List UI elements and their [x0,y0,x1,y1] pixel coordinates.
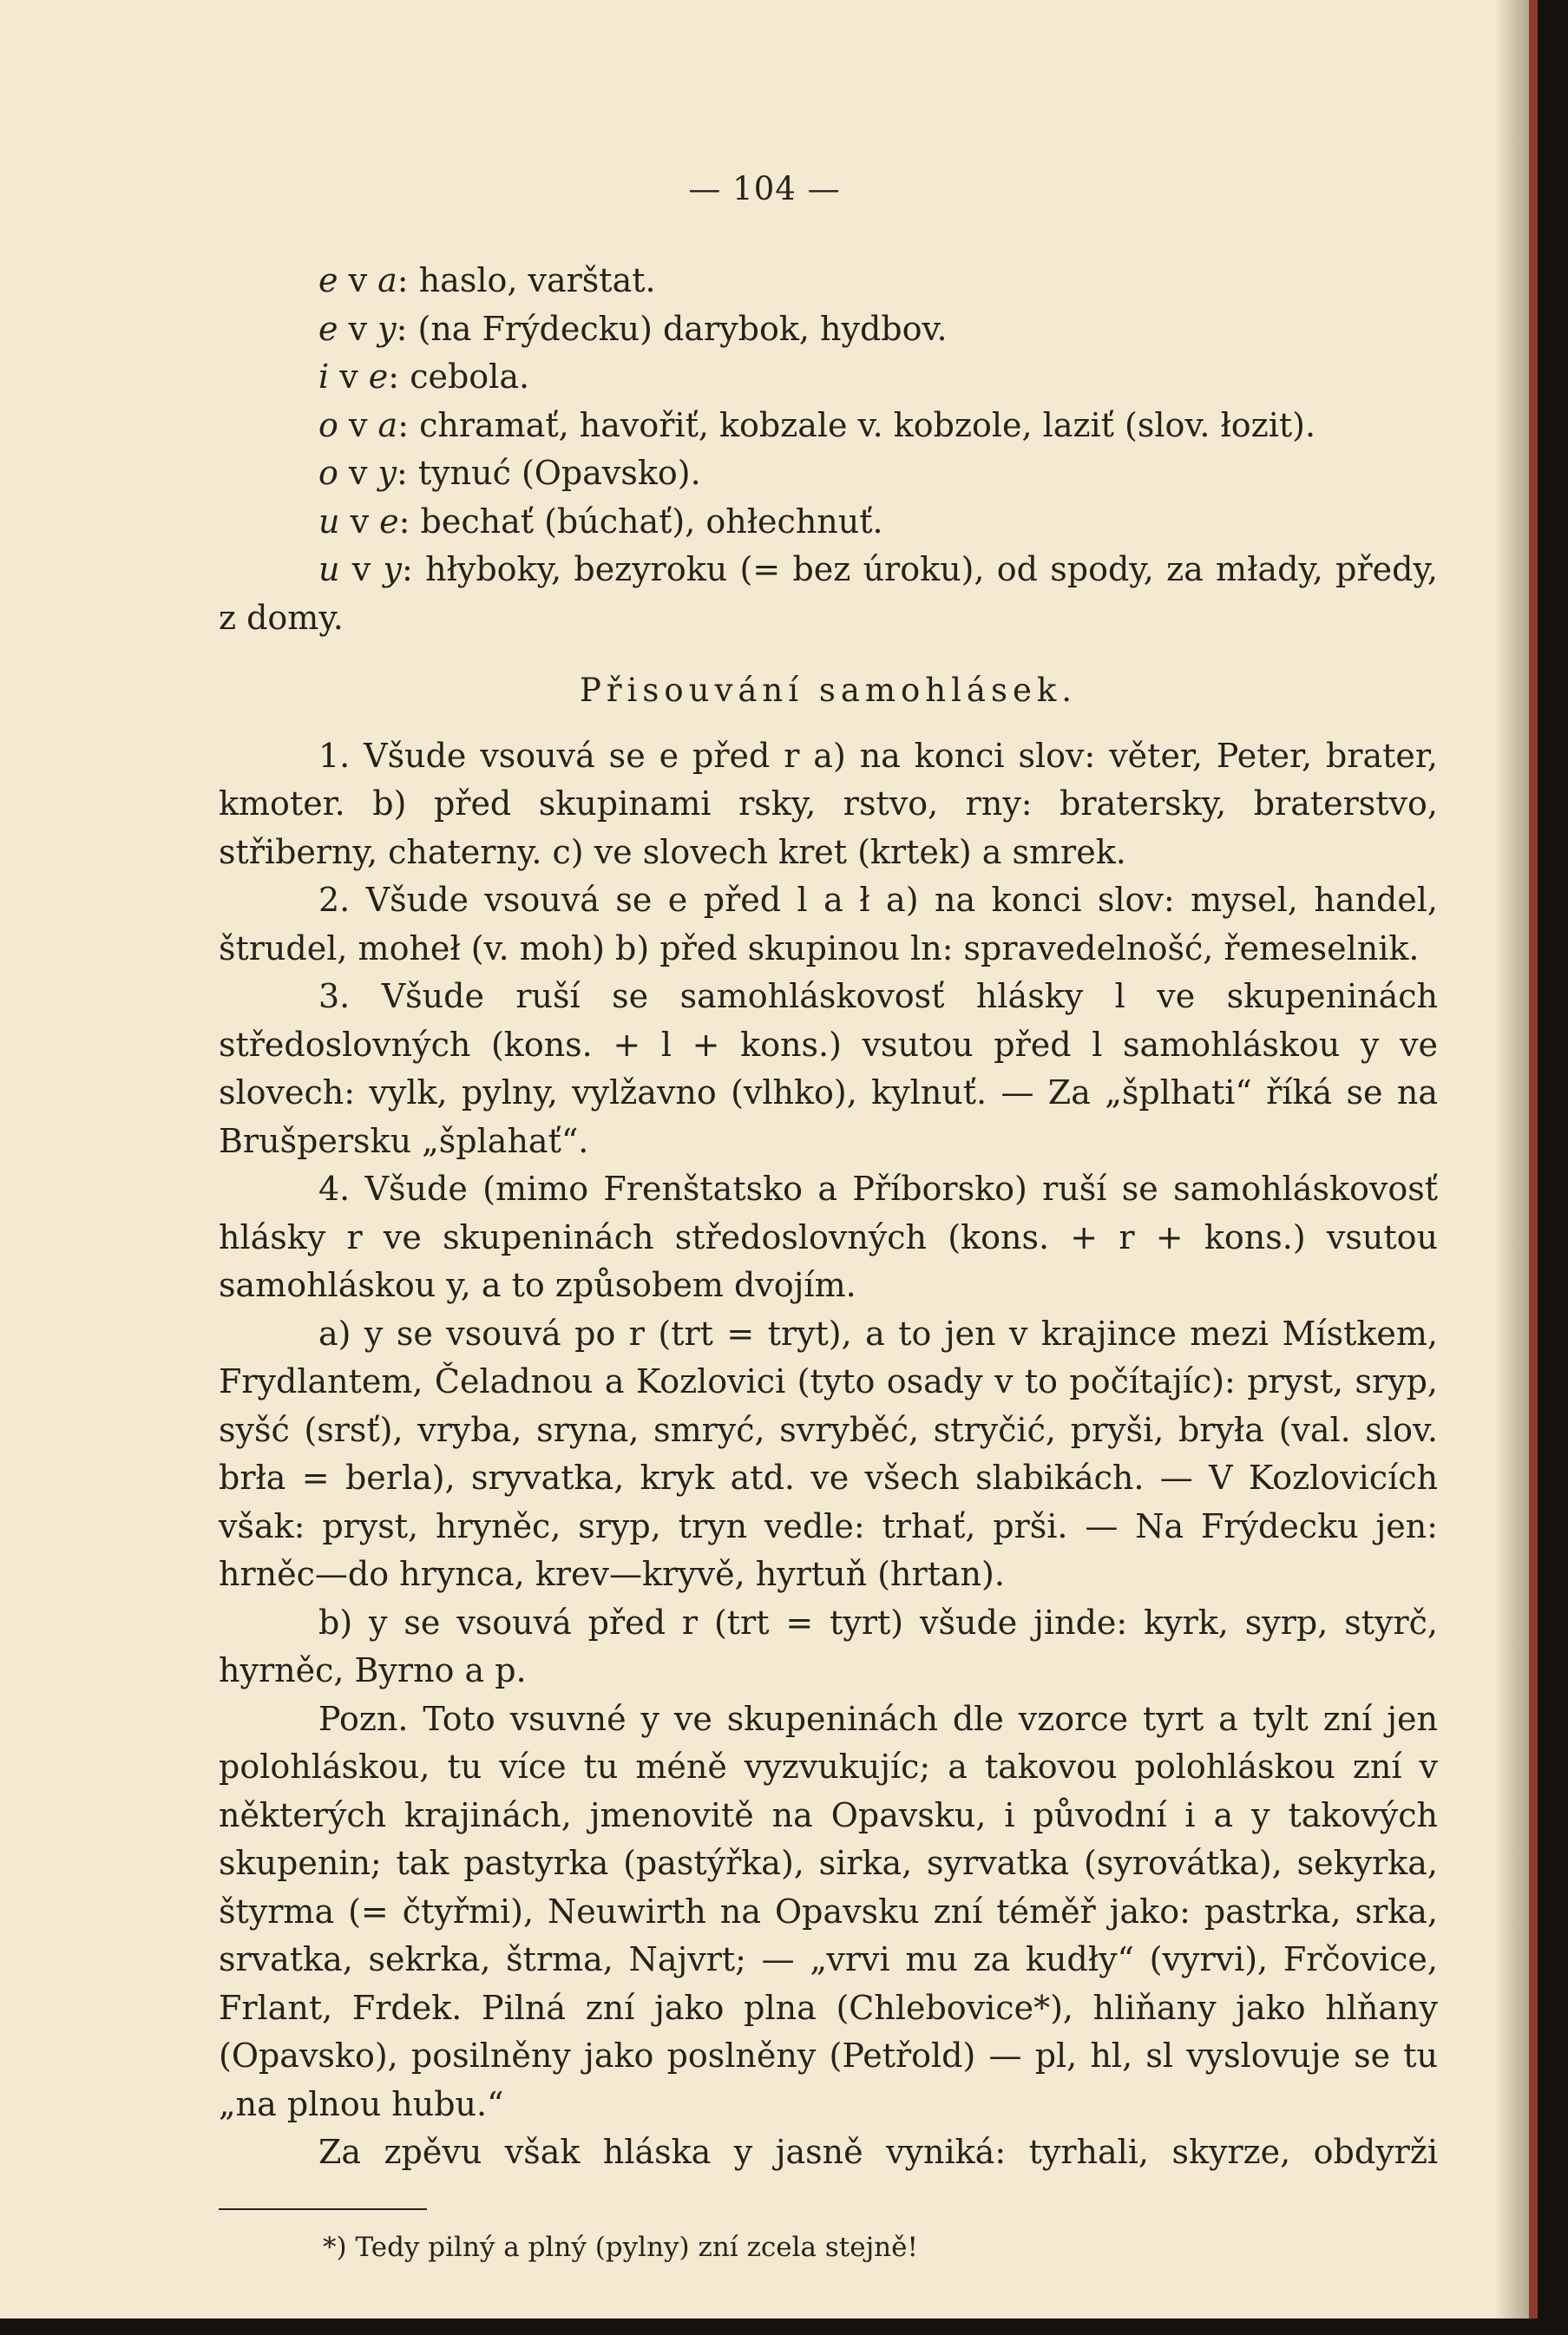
page-red-edge [1529,0,1538,2335]
body-text [219,257,1438,2177]
change-examples: cebola. [410,357,530,396]
vowel-from: u [318,502,340,541]
paragraph-2: 2. Všude vsouvá se e před l a ł a) na konci slov: mysel, handel, štrudel, moheł (v. moh) b) před skupinou ln: spravedelnošć, řemeselnik. [219,881,1438,967]
change-line: u v y: hłyboky, bezyroku (= bez úroku), od spody, za młady, předy, z domy. [219,550,1438,637]
change-line: e v a: haslo, varštat. [318,261,656,299]
paragraph-4b: b) y se vsouvá před r (trt = tyrt) všude jinde: kyrk, syrp, styrč, hyrněc, Byrno a p. [219,1603,1438,1689]
section-heading: Přisouvání samohlásek. [579,672,1078,709]
change-examples: haslo, varštat. [418,261,656,299]
vowel-to: a [377,261,397,299]
vowel-to: y [377,309,397,348]
paragraph-1: 1. Všude vsouvá se e před r a) na konci slov: věter, Peter, brater, kmoter. b) před skupinami rsky, rstvo, rny: bratersky, braterstvo, střiberny, chaterny. c) ve slovech kret (krtek) a smrek. [219,736,1438,871]
change-line: o v a: chramať, havořiť, kobzale v. kobzole, laziť (slov. łozit). [318,405,1316,444]
paragraph-4a: a) y se vsouvá po r (trt = tryt), a to jen v krajince mezi Místkem, Frydlantem, Čeladnou a Kozlovici (tyto osady v to počítajíc): pryst, sryp, syšć (srsť), vryba, sryna, smryć, svryběć, stryčić, pryši, bryła (val. slov. brła = berla), sryvatka, kryk atd. ve všech slabikách. — V Kozlovicích však: pryst, hryněc, sryp, tryn vedle: trhať, prši. — Na Frýdecku jen: hrněc—do hrynca, krev—kryvě, hyrtuň (hrtan). [219,1314,1438,1593]
paragraph-4: 4. Všude (mimo Frenštatsko a Příborsko) ruší se samohláskovosť hlásky r ve skupeninách středoslovných (kons. + r + kons.) vsutou samohláskou y, a to způsobem dvojím. [219,1170,1438,1304]
vowel-from: o [318,454,338,492]
change-examples: tynuć (Opavsko). [417,454,701,492]
vowel-from: e [318,261,338,299]
vowel-from: o [318,405,338,444]
vowel-to: e [368,357,389,396]
vowel-from: i [318,357,330,396]
remark-paragraph: Pozn. Toto vsuvné y ve skupeninách dle vzorce tyrt a tylt zní jen polohláskou, tu více tu méně vyzvukujíc; a takovou polohláskou zní v některých krajinách, jmenovitě na Opavsku, i původní i a y takových skupenin; tak pastyrka (pastýřka), sirka, syrvatka (syrovátka), sekyrka, štyrma (= čtyřmi), Neuwirth na Opavsku zní téměř jako: pastrka, srka, srvatka, sekrka, štrma, Najvrt; — „vrvi mu za kudły“ (vyrvi), Frčovice, Frlant, Frdek. Pilná zní jako plna (Chlebovice*), hliňany jako hlňany (Opavsko), posilněny jako poslněny (Petřold) — pl, hl, sl vyslovuje se tu „na plnou hubu.“ [219,1699,1438,2123]
change-line: e v y: (na Frýdecku) darybok, hydbov. [318,309,948,348]
vowel-from: e [318,309,338,348]
vowel-to: a [377,405,398,444]
change-line: i v e: cebola. [318,357,530,396]
change-line: u v e: bechať (búchať), ohłechnuť. [318,502,883,541]
bottom-edge [0,2319,1568,2335]
change-examples: (na Frýdecku) darybok, hydbov. [417,309,948,348]
change-examples: hłyboky, bezyroku (= bez úroku), od spody, za młady, předy, z domy. [219,550,1438,637]
vowel-from: u [318,550,340,588]
change-examples: chramať, havořiť, kobzale v. kobzole, laziť (slov. łozit). [419,405,1316,444]
vowel-to: y [383,550,402,588]
footnote-divider [219,2208,427,2210]
page-number: — 104 — [688,170,841,207]
change-examples: bechať (búchať), ohłechnuť. [420,502,883,541]
paragraph-3: 3. Všude ruší se samohláskovosť hlásky l ve skupeninách středoslovných (kons. + l + kons.) vsutou před l samohláskou y ve slovech: vylk, pylny, vylžavno (vlhko), kylnuť. — Za „šplhati“ říká se na Brušpersku „šplahať“. [219,977,1438,1160]
vowel-to: y [377,454,397,492]
last-line: Za zpěvu však hláska y jasně vyniká: tyrhali, skyrze, obdyrži [318,2133,1438,2171]
page-edge-shadow [1494,0,1529,2319]
footnote: *) Tedy pilný a plný (pylny) zní zcela stejně! [323,2232,918,2263]
change-line: o v y: tynuć (Opavsko). [318,454,701,492]
vowel-to: e [379,502,399,541]
